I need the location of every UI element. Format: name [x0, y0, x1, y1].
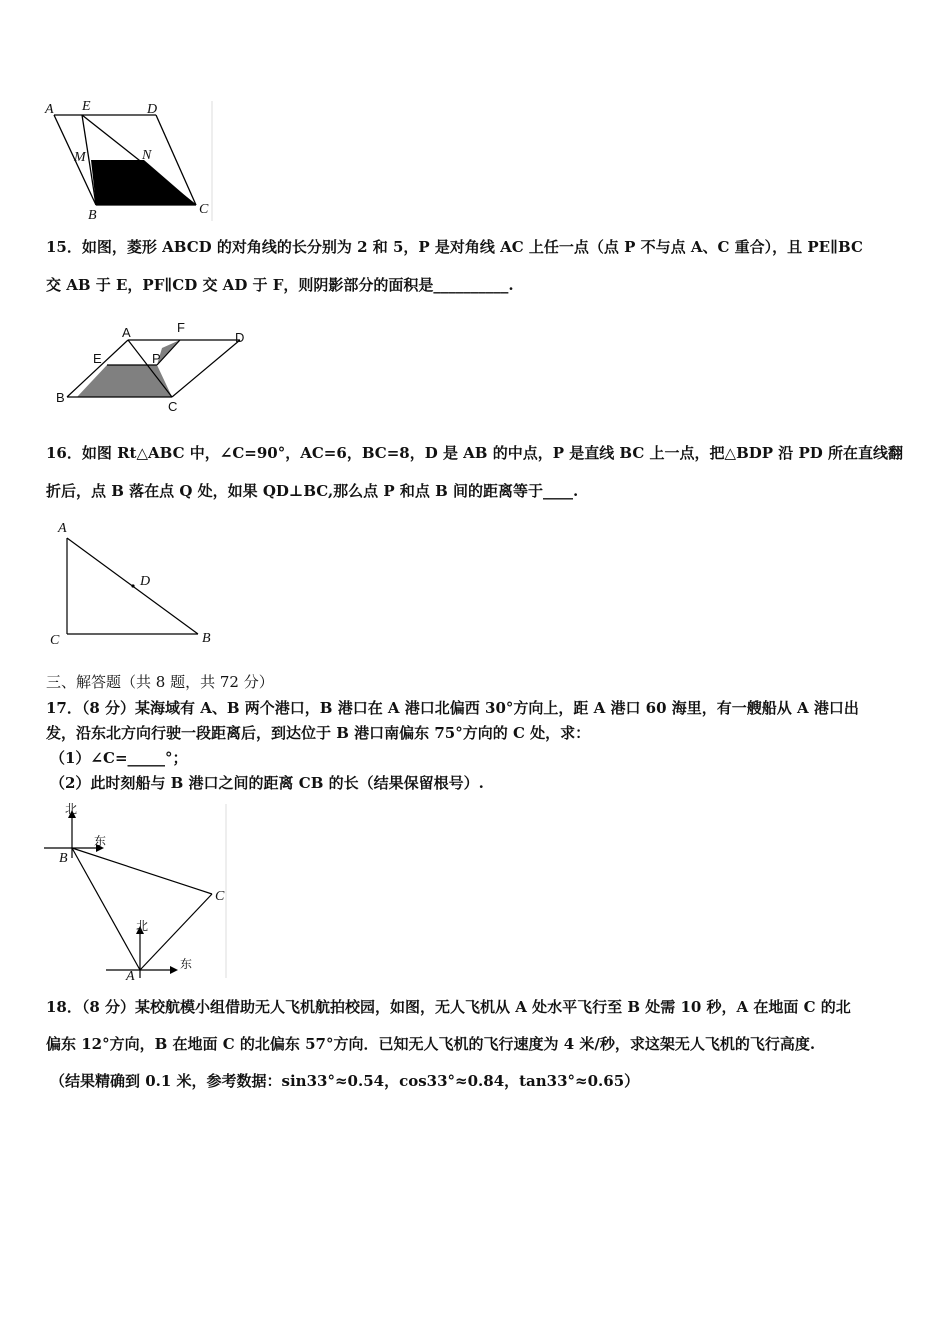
shaded-trapezoid	[77, 365, 172, 397]
label-a: A	[45, 102, 54, 117]
figure-parallelogram-mn	[44, 97, 216, 225]
label-a: A	[122, 325, 131, 340]
q17-sub2: （2）此时刻船与 B 港口之间的距离 CB 的长（结果保留根号）.	[50, 774, 484, 792]
q15-line2: 交 AB 于 E，PF∥CD 交 AD 于 F，则阴影部分的面积是__________.	[46, 276, 514, 294]
q18-line1: 18．（8 分）某校航模小组借助无人飞机航拍校园，如图，无人飞机从 A 处水平飞行至 B 处需 10 秒，A 在地面 C 的北	[46, 998, 851, 1016]
q18-note: （结果精确到 0.1 米，参考数据：sin33°≈0.54，cos33°≈0.84，tan33°≈0.65）	[50, 1072, 640, 1090]
q16-line1: 16．如图 Rt△ABC 中，∠C=90°，AC=6，BC=8，D 是 AB 的中点，P 是直线 BC 上一点，把△BDP 沿 PD 所在直线翻	[46, 444, 904, 462]
label-d: D	[235, 330, 245, 345]
segment-bc	[72, 848, 212, 894]
segment-ba	[72, 848, 140, 970]
shaded-quadrilateral	[91, 160, 196, 205]
figure-right-triangle-abc	[48, 516, 218, 648]
label-b: B	[56, 390, 65, 405]
label-d: D	[140, 574, 151, 589]
label-e: E	[93, 351, 102, 366]
label-n: N	[142, 148, 152, 163]
figure-ports-abc	[44, 800, 230, 982]
b-east-label: 东	[94, 834, 107, 848]
label-c: C	[50, 633, 60, 648]
label-f: F	[177, 320, 185, 335]
q15-line1: 15．如图，菱形 ABCD 的对角线的长分别为 2 和 5，P 是对角线 AC 上任一点（点 P 不与点 A、C 重合），且 PE∥BC	[46, 238, 863, 256]
label-c: C	[215, 889, 225, 904]
label-e: E	[82, 99, 91, 114]
label-b: B	[202, 631, 211, 646]
q17-line2: 发，沿东北方向行驶一段距离后，到达位于 B 港口南偏东 75°方向的 C 处，求：	[46, 724, 591, 742]
point-d	[131, 584, 134, 587]
label-m: M	[74, 150, 86, 165]
label-p: P	[152, 351, 161, 366]
section-heading: 三、解答题（共 8 题，共 72 分）	[46, 673, 274, 691]
q17-line1: 17．（8 分）某海域有 A、B 两个港口，B 港口在 A 港口北偏西 30°方向上，距 A 港口 60 海里，有一艘船从 A 港口出	[46, 699, 859, 717]
label-b: B	[88, 208, 97, 223]
label-d: D	[147, 102, 158, 117]
label-c: C	[199, 202, 209, 217]
q16-line2: 折后，点 B 落在点 Q 处，如果 QD⊥BC,那么点 P 和点 B 间的距离等于____.	[46, 482, 579, 500]
label-c: C	[168, 399, 178, 414]
label-a: A	[126, 969, 135, 982]
a-east-label: 东	[180, 957, 193, 971]
segment-dc	[172, 340, 240, 397]
label-b: B	[59, 851, 68, 866]
segment-ca	[140, 894, 212, 970]
a-east-arrowhead	[170, 966, 178, 974]
figure-rhombus-pefc	[52, 320, 252, 416]
a-north-label: 北	[136, 919, 149, 933]
q18-line2: 偏东 12°方向，B 在地面 C 的北偏东 57°方向．已知无人飞机的飞行速度为 4 米/秒，求这架无人飞机的飞行高度.	[46, 1035, 816, 1053]
q17-sub1: （1）∠C=_____°；	[50, 749, 188, 767]
b-north-label: 北	[65, 802, 78, 816]
label-a: A	[58, 521, 67, 536]
